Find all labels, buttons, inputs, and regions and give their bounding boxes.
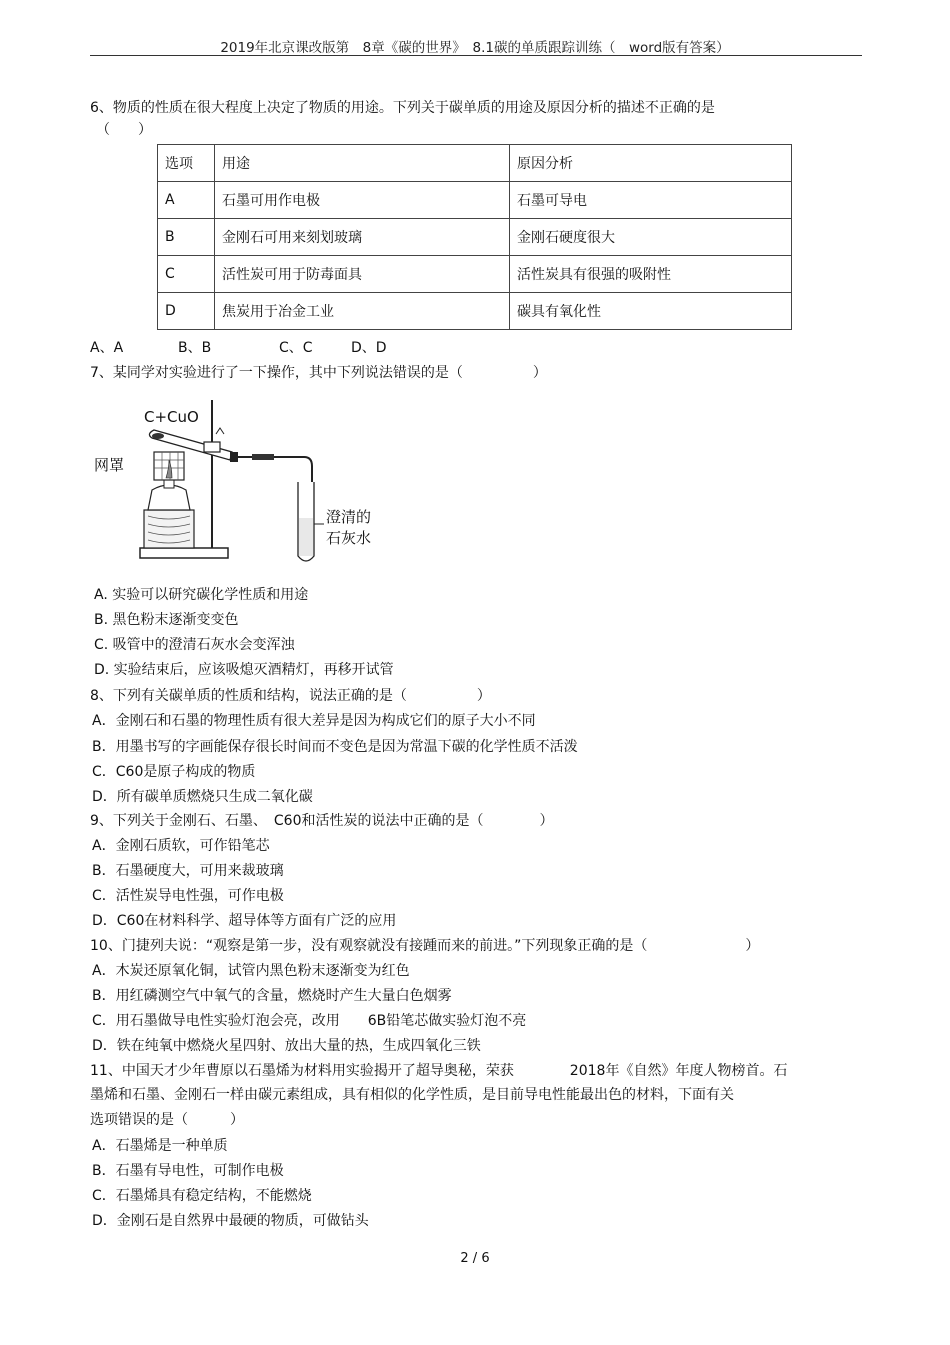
q11-option-d: D．金刚石是自然界中最硬的物质，可做钻头 [92,1213,369,1229]
q6-option-b: B、B [178,340,212,356]
carbon-reduction-apparatus-figure [92,400,392,570]
q8-option-c: C．C60是原子构成的物质 [92,764,256,780]
clamp [204,442,220,452]
table-cell: 活性炭可用于防毒面具 [215,256,510,293]
q8-stem: 8、下列有关碳单质的性质和结构，说法正确的是（ ） [90,688,491,704]
table-header-cell: 原因分析 [510,145,792,182]
q6-option-d: D、D [351,340,387,356]
table-cell: C [158,256,215,293]
q11-option-b: B．石墨有导电性，可制作电极 [92,1163,284,1179]
q8-option-d: D．所有碳单质燃烧只生成二氧化碳 [92,789,313,805]
alcohol-lamp [148,485,190,510]
q9-option-c: C．活性炭导电性强，可作电极 [92,888,284,904]
table-row [158,256,792,293]
q11-stem-line1: 11、中国天才少年曹原以石墨烯为材料用实验揭开了超导奥秘，荣获 2018年《自然》年度人物榜首。石 [90,1063,788,1079]
q8-option-b: B．用墨书写的字画能保存很长时间而不变色是因为常温下碳的化学性质不活泼 [92,739,578,755]
table-cell: B [158,219,215,256]
q10-option-c: C．用石墨做导电性实验灯泡会亮，改用 6B铅笔芯做实验灯泡不亮 [92,1013,527,1029]
q7-option-c: C. 吸管中的澄清石灰水会变浑浊 [94,637,295,653]
q6-answer-paren: （ ） [96,122,152,138]
q6-stem: 6、物质的性质在很大程度上决定了物质的用途。下列关于碳单质的用途及原因分析的描述不正确的是 [90,100,715,116]
table-cell: 金刚石可用来刻划玻璃 [215,219,510,256]
limewater-label-line2: 石灰水 [326,529,372,547]
wood-block [144,510,194,548]
table-cell: 活性炭具有很强的吸附性 [510,256,792,293]
q10-option-b: B．用红磷测空气中氧气的含量，燃烧时产生大量白色烟雾 [92,988,452,1004]
q9-option-b: B．石墨硬度大，可用来裁玻璃 [92,863,284,879]
table-header-cell: 选项 [158,145,215,182]
limewater-label-line1: 澄清的 [326,508,372,526]
q10-option-a: A．木炭还原氧化铜，试管内黑色粉末逐渐变为红色 [92,963,410,979]
table-header-row [158,145,792,182]
page-header: 2019年北京课改版第 8章《碳的世界》 8.1碳的单质跟踪训练（ word版有答案） [220,40,730,56]
q11-option-c: C．石墨烯具有稳定结构，不能燃烧 [92,1188,312,1204]
table-row [158,182,792,219]
q11-stem-line2: 墨烯和石墨、金刚石一样由碳元素组成，具有相似的化学性质，是目前导电性能最出色的材料，下面有关 [90,1087,734,1103]
table-cell: 石墨可用作电极 [215,182,510,219]
table-cell: 碳具有氧化性 [510,293,792,330]
mesh-label: 网罩 [94,456,125,474]
q11-stem-line3: 选项错误的是（ ） [90,1112,244,1128]
q6-option-a: A、A [90,340,124,356]
q7-option-a: A. 实验可以研究碳化学性质和用途 [94,587,309,603]
table-header-cell: 用途 [215,145,510,182]
stand-base [140,548,228,558]
table-cell: 石墨可导电 [510,182,792,219]
q7-option-b: B. 黑色粉末逐渐变变色 [94,612,239,628]
stopper [230,452,238,462]
q9-stem: 9、下列关于金刚石、石墨、 C60和活性炭的说法中正确的是（ ） [90,813,554,829]
table-cell: 焦炭用于冶金工业 [215,293,510,330]
q8-option-a: A．金刚石和石墨的物理性质有很大差异是因为构成它们的原子大小不同 [92,713,536,729]
q9-option-d: D．C60在材料科学、超导体等方面有广泛的应用 [92,913,397,929]
table-cell: A [158,182,215,219]
q10-stem: 10、门捷列夫说：“观察是第一步，没有观察就没有接踵而来的前进。”下列现象正确的是（ ） [90,938,760,954]
reactants-label: C+CuO [144,408,199,426]
q10-option-d: D．铁在纯氧中燃烧火星四射、放出大量的热，生成四氧化三铁 [92,1038,481,1054]
q7-stem: 7、某同学对实验进行了一下操作，其中下列说法错误的是（ ） [90,365,547,381]
header-divider [90,55,862,56]
table-row [158,293,792,330]
table-row [158,219,792,256]
table-cell: D [158,293,215,330]
q9-option-a: A．金刚石质软，可作铅笔芯 [92,838,270,854]
q6-option-c: C、C [279,340,313,356]
table-cell: 金刚石硬度很大 [510,219,792,256]
q7-option-d: D. 实验结束后，应该吸熄灭酒精灯，再移开试管 [94,662,394,678]
q6-table [157,144,792,330]
page-number: 2 / 6 [460,1251,490,1266]
q11-option-a: A．石墨烯是一种单质 [92,1138,228,1154]
